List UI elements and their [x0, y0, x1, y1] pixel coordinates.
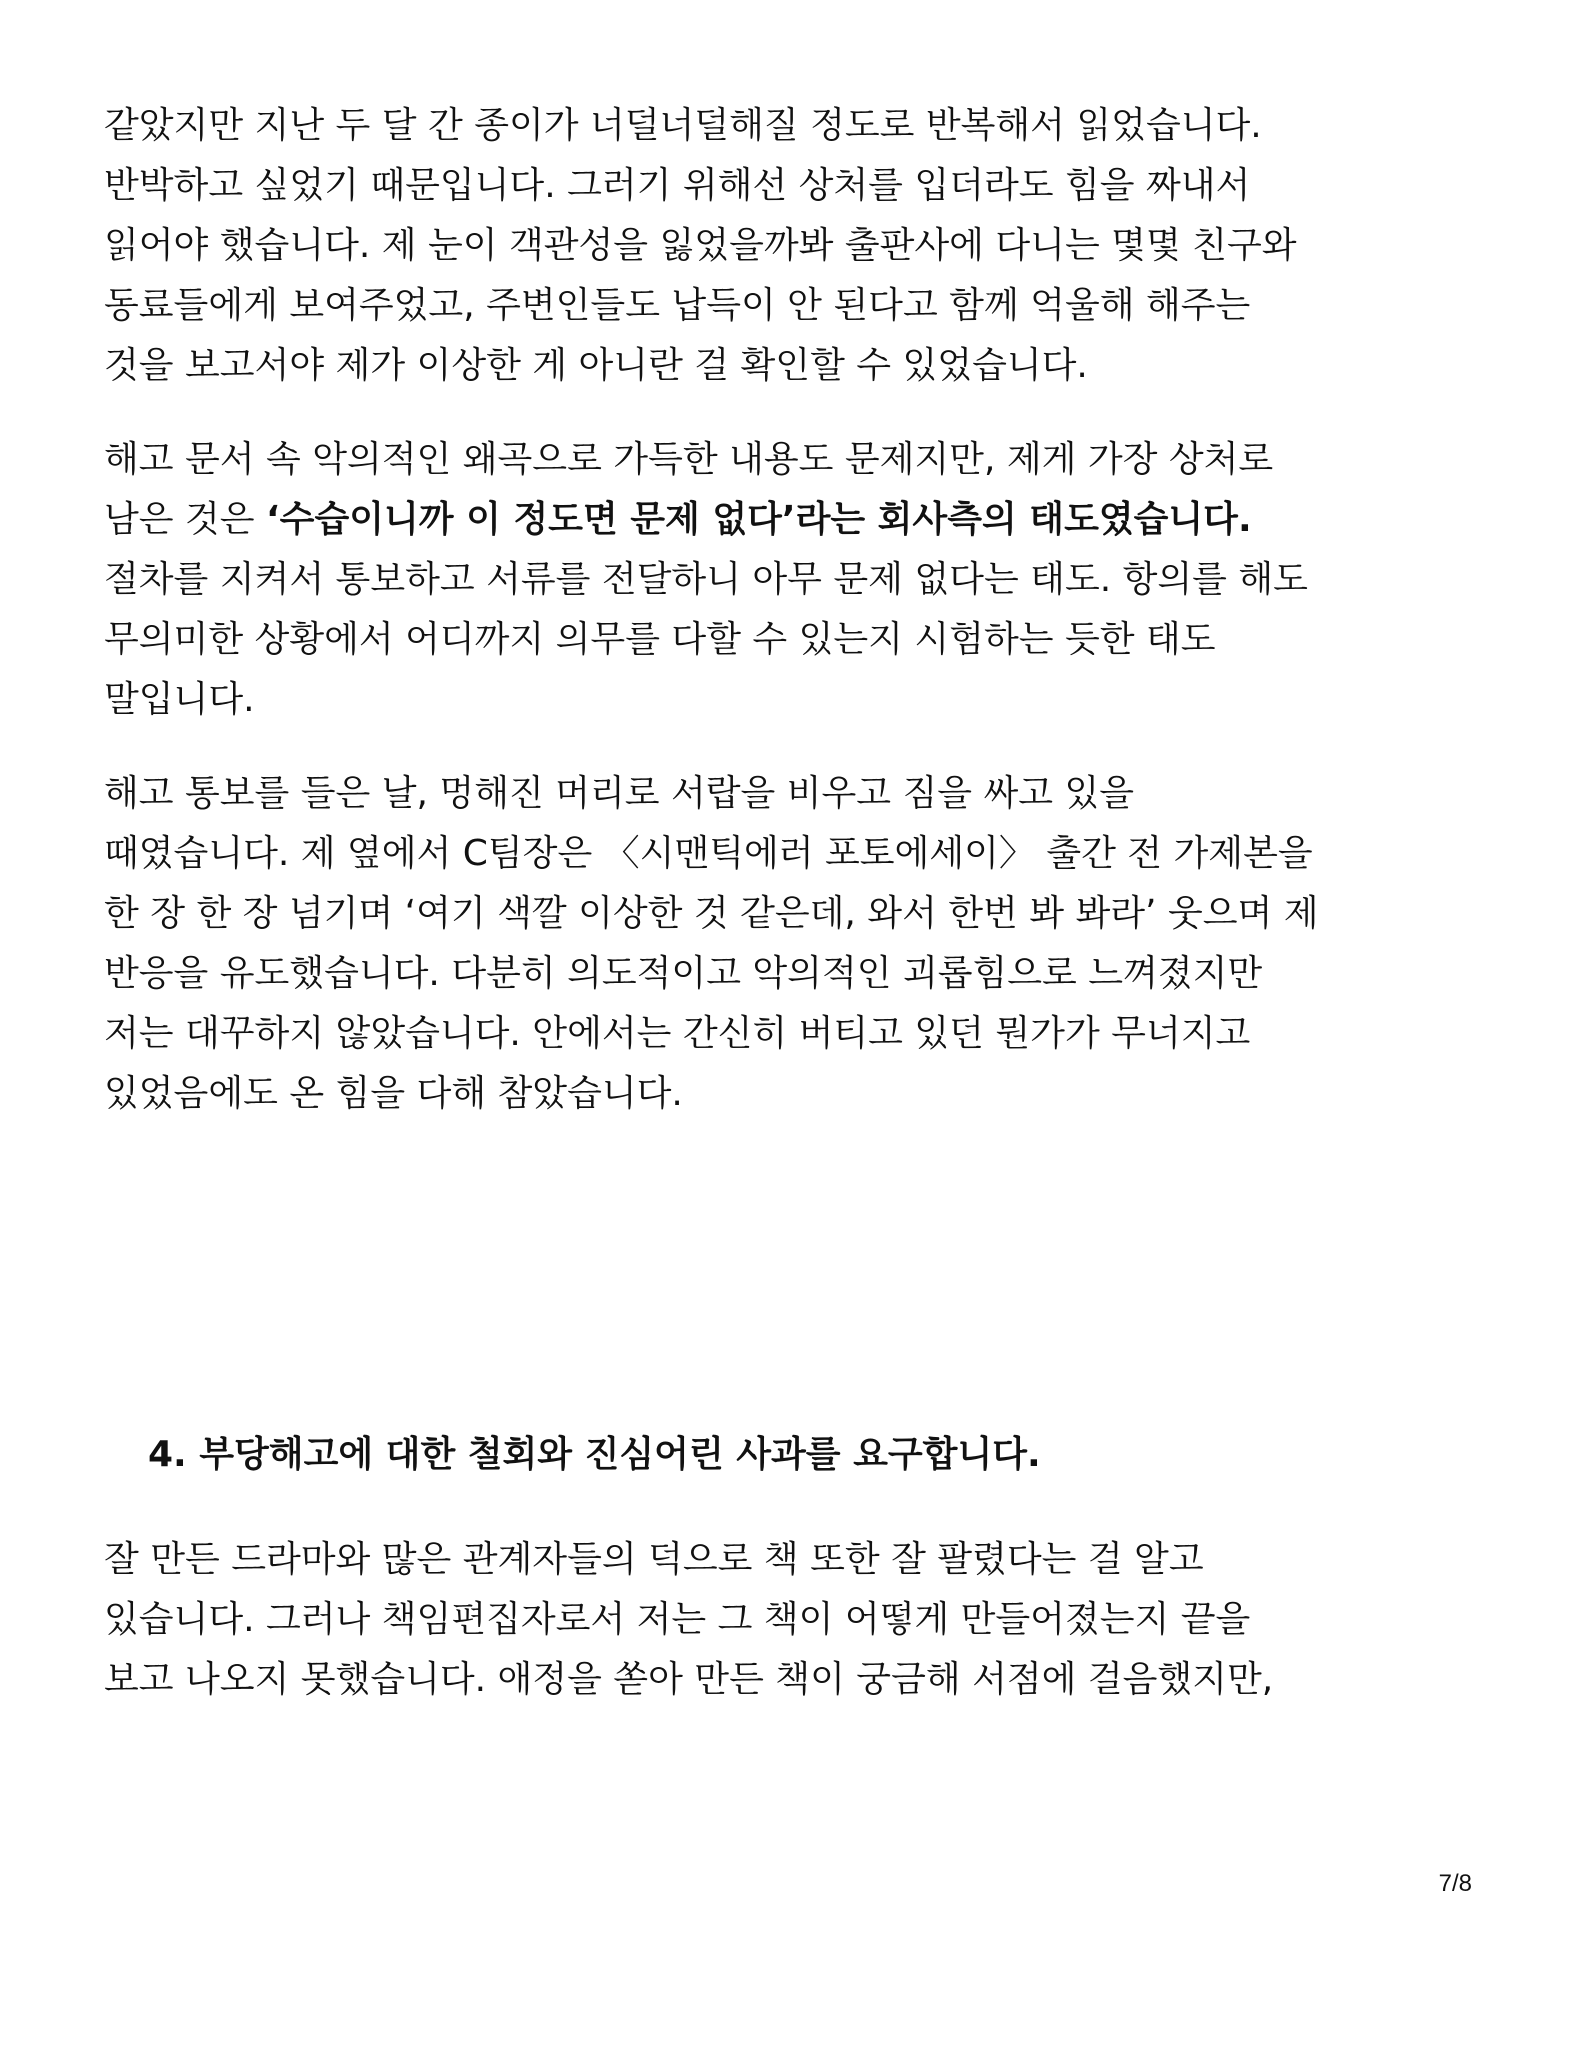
text-line: 무의미한 상황에서 어디까지 의무를 다할 수 있는지 시험하는 듯한 태도 — [104, 619, 1216, 660]
text-line: 동료들에게 보여주었고, 주변인들도 납득이 안 된다고 함께 억울해 해주는 — [104, 285, 1251, 326]
paragraph-2 — [104, 430, 1484, 730]
text-line: 보고 나오지 못했습니다. 애정을 쏟아 만든 책이 궁금해 서점에 걸음했지만, — [104, 1659, 1274, 1700]
section-paragraph — [104, 1530, 1484, 1710]
text-line: 읽어야 했습니다. 제 눈이 객관성을 잃었을까봐 출판사에 다니는 몇몇 친구와 — [104, 225, 1297, 266]
text-line: 해고 문서 속 악의적인 왜곡으로 가득한 내용도 문제지만, 제게 가장 상처로 — [104, 439, 1274, 480]
page-number: 7/8 — [1438, 1870, 1472, 1897]
text-line: 해고 통보를 들은 날, 멍해진 머리로 서랍을 비우고 짐을 싸고 있을 — [104, 773, 1135, 814]
text-line — [104, 490, 1484, 550]
emphasized-text: ‘수습이니까 이 정도면 문제 없다’라는 회사측의 태도였습니다. — [266, 499, 1252, 540]
text-line: 반박하고 싶었기 때문입니다. 그러기 위해선 상처를 입더라도 힘을 짜내서 — [104, 165, 1251, 206]
text-normal: 남은 것은 — [104, 499, 266, 540]
text-line: 절차를 지켜서 통보하고 서류를 전달하니 아무 문제 없다는 태도. 항의를 해도 — [104, 559, 1308, 600]
paragraph-1 — [104, 96, 1484, 396]
text-line: 한 장 한 장 넘기며 ‘여기 색깔 이상한 것 같은데, 와서 한번 봐 봐라’ 웃으며 제 — [104, 893, 1319, 934]
text-line: 저는 대꾸하지 않았습니다. 안에서는 간신히 버티고 있던 뭔가가 무너지고 — [104, 1013, 1251, 1054]
text-line: 말입니다. — [104, 679, 255, 720]
text-line: 것을 보고서야 제가 이상한 게 아니란 걸 확인할 수 있었습니다. — [104, 345, 1088, 386]
text-line: 때였습니다. 제 옆에서 C팀장은 〈시맨틱에러 포토에세이〉 출간 전 가제본을 — [104, 833, 1313, 874]
text-line: 있었음에도 온 힘을 다해 참았습니다. — [104, 1073, 683, 1114]
text-line: 잘 만든 드라마와 많은 관계자들의 덕으로 책 또한 잘 팔렸다는 걸 알고 — [104, 1539, 1204, 1580]
paragraph-3 — [104, 764, 1484, 1124]
section-heading: 4. 부당해고에 대한 철회와 진심어린 사과를 요구합니다. — [148, 1434, 1041, 1475]
document-page — [104, 96, 1484, 1158]
text-line: 반응을 유도했습니다. 다분히 의도적이고 악의적인 괴롭힘으로 느껴졌지만 — [104, 953, 1263, 994]
text-line: 있습니다. 그러나 책임편집자로서 저는 그 책이 어떻게 만들어졌는지 끝을 — [104, 1599, 1251, 1640]
text-line: 같았지만 지난 두 달 간 종이가 너덜너덜해질 정도로 반복해서 읽었습니다. — [104, 105, 1262, 146]
